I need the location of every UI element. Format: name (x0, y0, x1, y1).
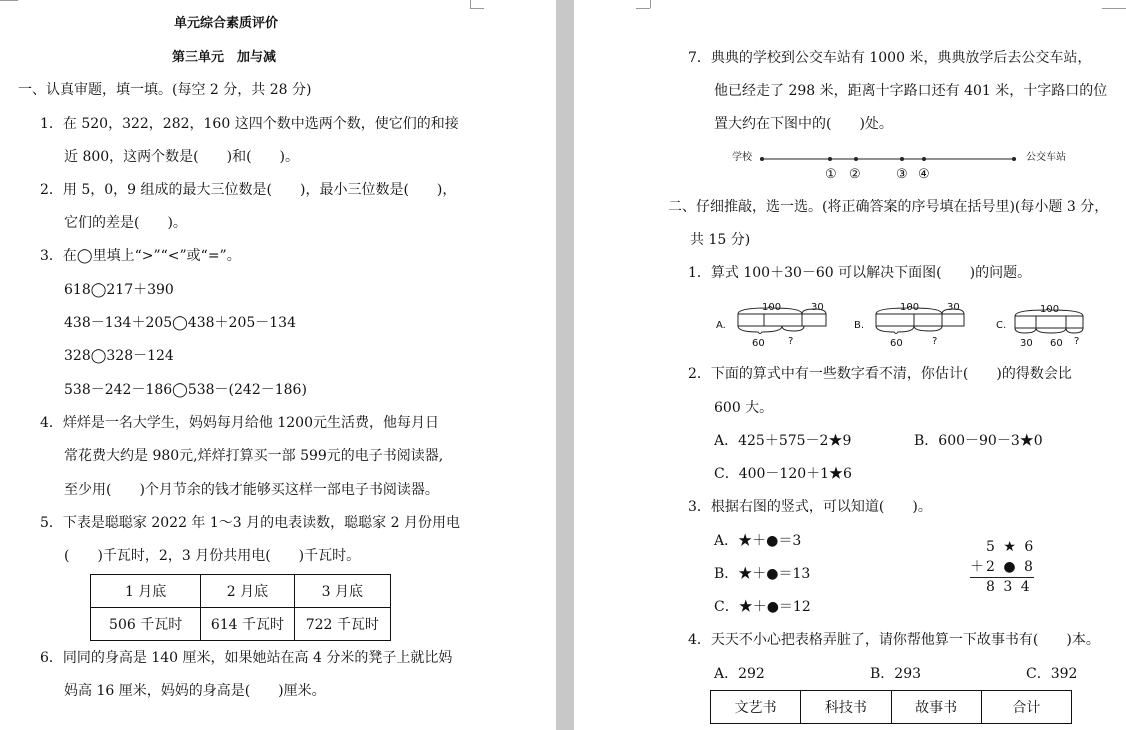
diagram-b-bottom-label: ? (932, 336, 938, 347)
diagram-b-label: B. (854, 320, 865, 331)
option-c: C．★＋●＝12 (714, 599, 811, 615)
option-b: B．600－90－3★0 (914, 433, 1043, 449)
diagram-a (734, 306, 829, 346)
comparison-item: 328◯328－124 (64, 348, 174, 364)
section-heading: 一、认真审题，填一填。(每空 2 分，共 28 分) (18, 82, 312, 98)
diagram-a-bottom-label: 60 (752, 338, 765, 349)
table-header: 3 月底 (294, 575, 390, 608)
table-header: 合计 (981, 691, 1071, 724)
question-text: 妈高 16 厘米，妈妈的身高是( )厘米。 (64, 683, 326, 699)
table-header: 1 月底 (91, 575, 201, 608)
question-text: 1．算式 100＋30－60 可以解决下面图( )的问题。 (688, 265, 1032, 281)
diagram-c-bottom-label: 60 (1050, 338, 1063, 349)
diagram-c-bottom-label: ? (1074, 336, 1080, 347)
table-header: 2 月底 (201, 575, 294, 608)
comparison-item: 438－134＋205◯438＋205－134 (64, 315, 296, 331)
option-a: A．292 (714, 666, 765, 682)
diagram-c-bottom-label: 30 (1020, 338, 1033, 349)
line-mark: ③ (896, 167, 908, 182)
table-header: 科技书 (801, 691, 891, 724)
table-cell: 722 千瓦时 (294, 608, 390, 641)
line-mark: ② (849, 167, 861, 182)
crop-mark (470, 8, 484, 9)
line-mark: ① (825, 167, 837, 182)
line-label-school: 学校 (732, 152, 752, 163)
left-page (0, 0, 556, 730)
question-text: 1．在 520，322，282，160 这四个数中选两个数，使它们的和接 (40, 116, 459, 132)
crop-mark (650, 0, 651, 8)
meter-table (90, 574, 391, 641)
question-text: 常花费大约是 980元,烊烊打算买一部 599元的电子书阅读器, (64, 448, 444, 464)
question-text: 2．用 5，0，9 组成的最大三位数是( )，最小三位数是( )， (40, 182, 457, 198)
line-label-station: 公交车站 (1026, 152, 1066, 163)
table-cell: 506 千瓦时 (91, 608, 201, 641)
question-text: 至少用( )个月节余的钱才能够买这样一部电子书阅读器。 (64, 482, 439, 498)
diagram-c-label: C. (996, 320, 1007, 331)
section-heading: 共 15 分) (690, 232, 751, 248)
crop-mark (0, 0, 18, 1)
diagram-a-bottom-label: ? (788, 336, 794, 347)
question-text: 他已经走了 298 米，距离十字路口还有 401 米，十字路口的位 (714, 83, 1108, 99)
table-header: 故事书 (891, 691, 981, 724)
table-header: 文艺书 (711, 691, 801, 724)
comparison-item: 538－242－186◯538－(242－186) (64, 382, 307, 398)
route-line-diagram (760, 150, 1022, 184)
diagram-c-top-label: 100 (1040, 304, 1060, 315)
question-text: 它们的差是( )。 (64, 215, 187, 231)
right-page (574, 0, 1126, 730)
option-a: A．★＋●＝3 (714, 533, 802, 549)
question-text: 3．在◯里填上“>”“<”或“=”。 (40, 248, 241, 264)
crop-mark (1102, 8, 1126, 9)
diagram-a-top-label: 30 (811, 302, 824, 313)
diagram-a-top-label: 100 (762, 302, 782, 313)
option-c: C．392 (1026, 666, 1078, 682)
page-subtitle: 第三单元 加与减 (172, 50, 277, 65)
question-text: 4．天天不小心把表格弄脏了，请你帮他算一下故事书有( )本。 (688, 632, 1100, 648)
diagram-b (872, 306, 967, 346)
vertical-addend-1: 5 ★ 6 (986, 539, 1036, 555)
diagram-b-top-label: 30 (947, 302, 960, 313)
vertical-addend-2: ＋2 ● 8 (970, 559, 1035, 575)
section-heading: 二、仔细推敲，选一选。(将正确答案的序号填在括号里)(每小题 3 分， (668, 199, 1109, 215)
vertical-sum: 8 3 4 (986, 579, 1032, 595)
question-text: 置大约在下图中的( )处。 (714, 116, 893, 132)
question-text: 7．典典的学校到公交车站有 1000 米，典典放学后去公交车站， (688, 50, 1092, 66)
table-cell: 614 千瓦时 (201, 608, 294, 641)
diagram-b-top-label: 100 (900, 302, 920, 313)
question-text: 600 大。 (714, 400, 774, 416)
diagram-b-bottom-label: 60 (890, 338, 903, 349)
question-text: 2．下面的算式中有一些数字看不清，你估计( )的得数会比 (688, 366, 1072, 382)
option-b: B．★＋●＝13 (714, 566, 811, 582)
option-c: C．400－120＋1★6 (714, 466, 852, 482)
question-text: 3．根据右图的竖式，可以知道( )。 (688, 499, 932, 515)
diagram-a-label: A. (716, 320, 726, 331)
question-text: ( )千瓦时，2，3 月份共用电( )千瓦时。 (64, 548, 361, 564)
question-text: 4．烊烊是一名大学生，妈妈每月给他 1200元生活费，他每月日 (40, 415, 439, 431)
question-text: 近 800，这两个数是( )和( )。 (64, 149, 300, 165)
question-text: 5．下表是聪聪家 2022 年 1～3 月的电表读数，聪聪家 2 月份用电 (40, 515, 460, 531)
page-title: 单元综合素质评价 (174, 16, 279, 31)
option-a: A．425＋575－2★9 (714, 433, 852, 449)
line-mark: ④ (918, 167, 930, 182)
crop-mark (636, 8, 650, 9)
comparison-item: 618◯217＋390 (64, 282, 174, 298)
crop-mark (470, 0, 471, 8)
option-b: B．293 (870, 666, 922, 682)
book-table (710, 690, 1072, 724)
question-text: 6．同同的身高是 140 厘米，如果她站在高 4 分米的凳子上就比妈 (40, 650, 453, 666)
